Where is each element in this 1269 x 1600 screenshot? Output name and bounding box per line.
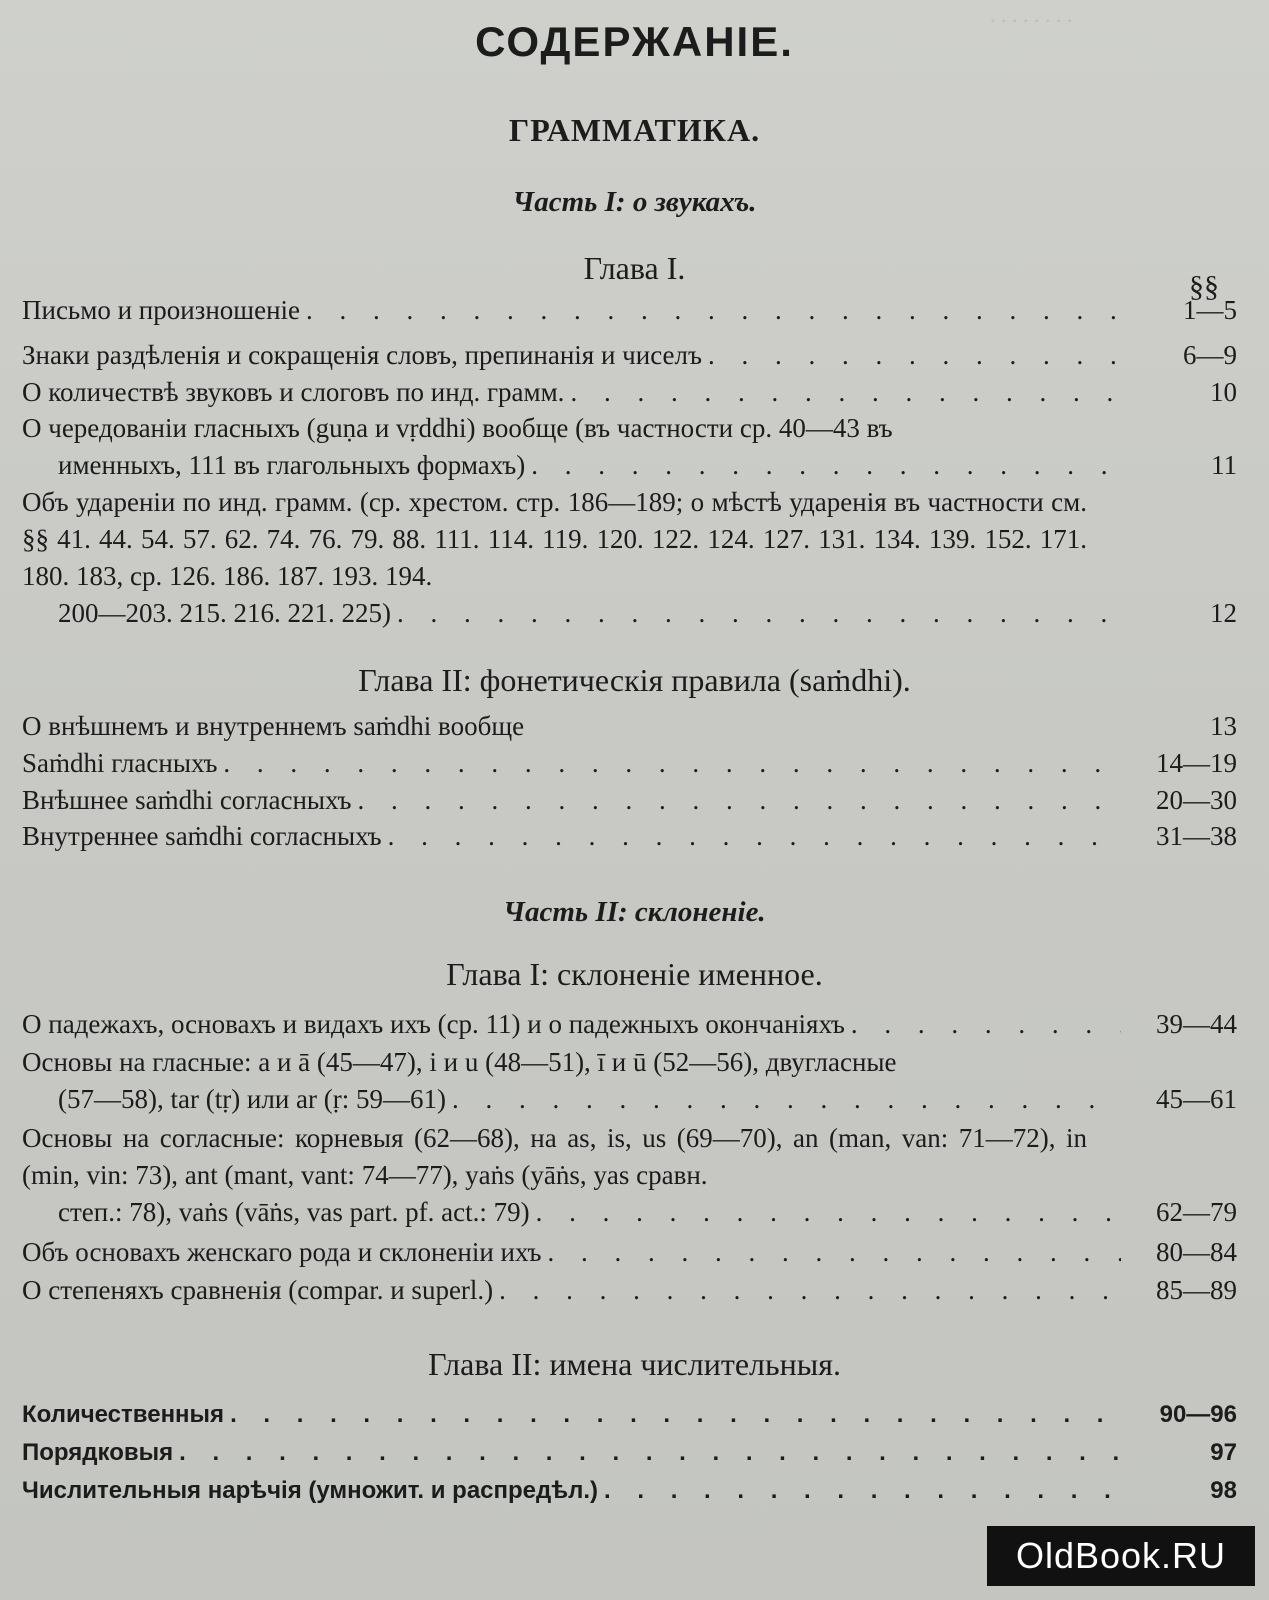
toc-entry-text: О количествѣ звуковъ и слоговъ по инд. грамм. bbox=[22, 377, 565, 407]
toc-entry bbox=[22, 484, 1237, 632]
toc-entry-continuation: (57—58), tar (tṛ) или ar (ṛ: 59—61) bbox=[58, 1084, 447, 1114]
part-2-heading: Часть II: склоненіе. bbox=[503, 896, 766, 928]
leader-dots bbox=[570, 374, 1121, 411]
toc-entry bbox=[22, 1434, 1237, 1471]
chapter-3-heading: Глава I: склоненіе именное. bbox=[446, 956, 823, 992]
toc-entry-text: Знаки раздѣленія и сокращенія словъ, препинанія и чиселъ bbox=[22, 340, 702, 370]
toc-entry-text: О внѣшнемъ и внутреннемъ saṁdhi вообще bbox=[22, 711, 525, 741]
toc-entry-text: О чередованіи гласныхъ (guṇa и vṛddhi) вообще (въ частности ср. 40—43 въ bbox=[22, 413, 893, 443]
chapter-1-heading: Глава I. bbox=[583, 250, 686, 286]
bleed-through-text: . . . . . . . . bbox=[990, 2, 1073, 27]
toc-entry bbox=[22, 782, 1237, 819]
toc-entry-number: 6—9 bbox=[1183, 340, 1237, 370]
toc-entry bbox=[22, 1006, 1237, 1043]
leader-dots bbox=[223, 745, 1121, 782]
toc-entry-number: 45—61 bbox=[1156, 1084, 1237, 1114]
leader-dots bbox=[452, 1081, 1121, 1118]
toc-entry bbox=[22, 1234, 1237, 1271]
toc-entry-number: 98 bbox=[1210, 1477, 1237, 1504]
toc-entry-number: 85—89 bbox=[1156, 1275, 1237, 1305]
toc-entry-text: О степеняхъ сравненія (compar. и superl.) bbox=[22, 1275, 494, 1305]
toc-entry-text: Saṁdhi гласныхъ bbox=[22, 748, 218, 778]
toc-entry bbox=[22, 1044, 1237, 1118]
leader-dots bbox=[708, 337, 1121, 374]
paragraph-column-header: §§ bbox=[1189, 270, 1219, 303]
leader-dots bbox=[604, 1472, 1121, 1509]
toc-entry-text: Основы на гласные: a и ā (45—47), i и u (48—51), ī и ū (52—56), двугласные bbox=[22, 1047, 897, 1077]
leader-dots bbox=[179, 1434, 1121, 1471]
toc-entry-number: 13 bbox=[1210, 711, 1237, 741]
toc-entry-text: Внѣшнее saṁdhi согласныхъ bbox=[22, 785, 352, 815]
toc-entry-text: Объ основахъ женскаго рода и склоненіи ихъ bbox=[22, 1237, 542, 1267]
toc-entry bbox=[22, 1472, 1237, 1509]
toc-entry-number: 20—30 bbox=[1156, 785, 1237, 815]
toc-entry-text: Порядковыя bbox=[22, 1439, 174, 1466]
section-heading: ГРАММАТИКА. bbox=[508, 112, 761, 148]
toc-entry-continuation: 200—203. 215. 216. 221. 225) bbox=[58, 598, 391, 628]
toc-entry-text: Письмо и произношеніе bbox=[22, 295, 301, 325]
toc-entry-text: О падежахъ, основахъ и видахъ ихъ (ср. 11) и о падежныхъ окончаніяхъ bbox=[22, 1009, 845, 1039]
leader-dots bbox=[357, 782, 1121, 819]
toc-entry-text: Числительныя нарѣчія (умножит. и распредѣл.) bbox=[22, 1477, 599, 1504]
leader-dots bbox=[230, 1396, 1121, 1433]
toc-entry-continuation: именныхъ, 111 въ глагольныхъ формахъ) bbox=[58, 450, 526, 480]
toc-entry-number: 80—84 bbox=[1156, 1237, 1237, 1267]
leader-dots bbox=[851, 1006, 1121, 1043]
leader-dots bbox=[499, 1272, 1121, 1309]
toc-entry bbox=[22, 337, 1237, 374]
watermark-logo: OldBook.RU bbox=[987, 1526, 1255, 1586]
leader-dots bbox=[536, 1194, 1121, 1231]
toc-entry bbox=[22, 1272, 1237, 1309]
toc-entry bbox=[22, 374, 1237, 411]
toc-entry-number: 12 bbox=[1210, 598, 1237, 628]
toc-entry-number: 31—38 bbox=[1156, 821, 1237, 851]
leader-dots bbox=[397, 595, 1121, 632]
leader-dots bbox=[388, 818, 1121, 855]
leader-dots bbox=[547, 1234, 1121, 1271]
leader-dots bbox=[306, 292, 1121, 329]
chapter-2-heading: Глава II: фонетическія правила (saṁdhi). bbox=[358, 662, 911, 698]
toc-entry bbox=[22, 410, 1237, 484]
toc-entry-number: 62—79 bbox=[1156, 1197, 1237, 1227]
toc-entry-number: 11 bbox=[1211, 450, 1237, 480]
chapter-4-heading: Глава II: имена числительныя. bbox=[428, 1346, 841, 1382]
toc-entry bbox=[22, 1120, 1237, 1231]
toc-entry bbox=[22, 1396, 1237, 1433]
toc-entry-number: 1—5 bbox=[1183, 295, 1237, 325]
toc-entry-number: 39—44 bbox=[1156, 1009, 1237, 1039]
toc-entry-number: 10 bbox=[1210, 377, 1237, 407]
toc-entry bbox=[22, 292, 1237, 329]
leader-dots bbox=[531, 447, 1121, 484]
toc-entry-text: Количественныя bbox=[22, 1401, 225, 1428]
toc-entry-continuation: степ.: 78), vaṅs (vāṅs, vas part. pf. act.: 79) bbox=[58, 1197, 530, 1227]
toc-entry-number: 14—19 bbox=[1156, 748, 1237, 778]
toc-entry bbox=[22, 745, 1237, 782]
page-title: СОДЕРЖАНІЕ. bbox=[475, 18, 794, 65]
toc-entry bbox=[22, 708, 1237, 745]
toc-entry-text: Внутреннее saṁdhi согласныхъ bbox=[22, 821, 382, 851]
toc-entry-number: 97 bbox=[1210, 1439, 1237, 1466]
toc-entry-number: 90—96 bbox=[1159, 1401, 1237, 1428]
part-1-heading: Часть I: о звукахъ. bbox=[512, 186, 757, 218]
toc-entry bbox=[22, 818, 1237, 855]
toc-entry-text: Основы на согласные: корневыя (62—68), на as, is, us (69—70), an (man, van: 71—72), in (min, vin: 73), ant (mant, vant: 74—77), yaṅs (yāṅs, yas сравн. bbox=[22, 1123, 1087, 1190]
toc-entry-text: Объ удареніи по инд. грамм. (ср. хрестом. стр. 186—189; о мѣстѣ ударенія въ частности см. §§ 41. 44. 54. 57. 62. 74. 76. 79. 88. 111. 114. 119. 120. 122. 124. 127. 131. 134. 139. 152. 171. 180. 183, ср. 126. 186. 187. 193. 194. bbox=[22, 487, 1087, 591]
